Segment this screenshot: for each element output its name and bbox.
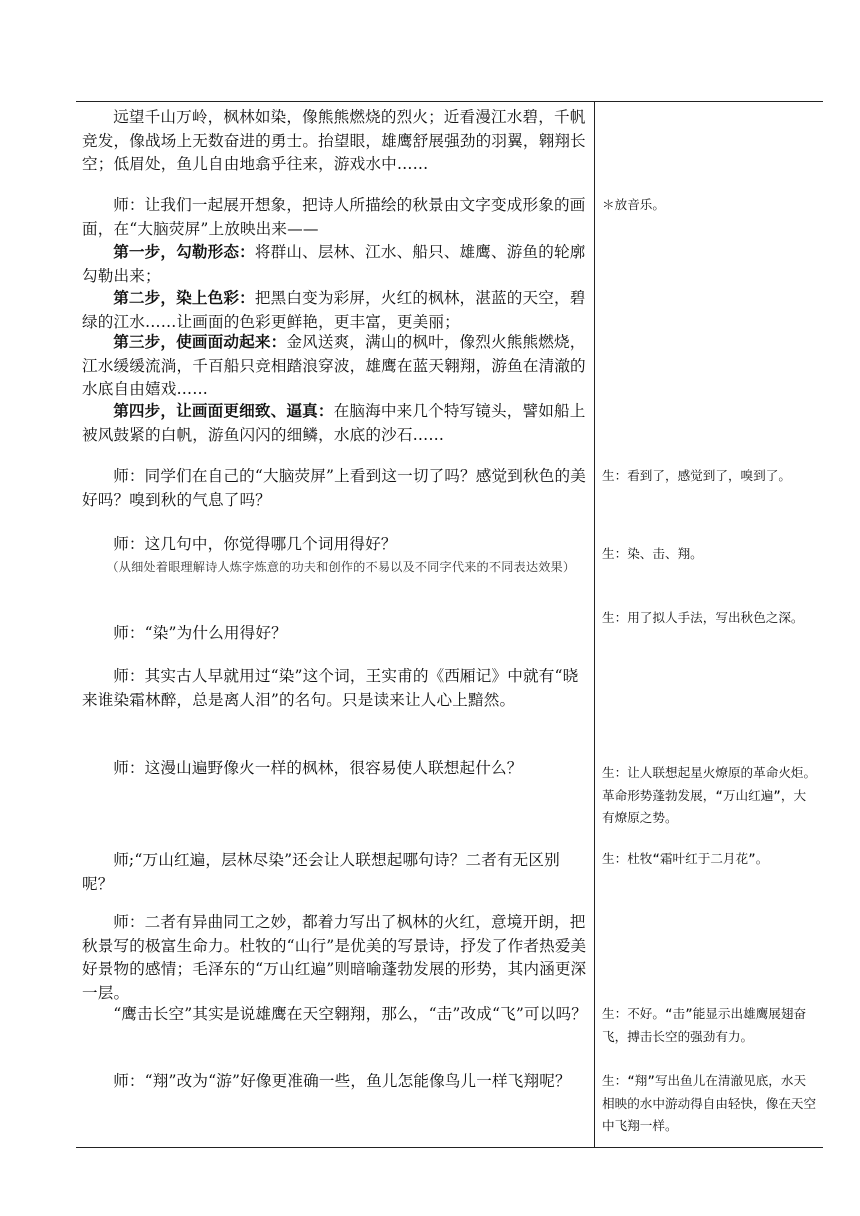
step-text: 金风送爽，满山的枫叶，像烈火熊熊燃烧，江水缓缓流淌，千百船只竞相踏浪穿波，雄鹰在蓝天翱翔，游鱼在清澈的水底自由嬉戏…… (82, 333, 586, 399)
column-divider (594, 101, 595, 1148)
paragraph-text: “鹰击长空”其实是说雄鹰在天空翱翔，那么，“击”改成“飞”可以吗？ (113, 1005, 588, 1023)
paragraph-text: 师：让我们一起展开想象，把诗人所描绘的秋景由文字变成形象的画面，在“大脑荧屏”上放映出来—— (82, 196, 586, 238)
paragraph-text: 师：这漫山遍野像火一样的枫林，很容易使人联想起什么？ (113, 759, 523, 777)
paragraph-text: 师：其实古人早就用过“染”这个词，王实甫的《西厢记》中就有“晓来谁染霜林醉，总是离人泪”的名句。只是读来让人心上黯然。 (82, 667, 579, 709)
paragraph-text: 师：“翔”改为“游”好像更准确一些，鱼儿怎能像鸟儿一样飞翔呢？ (113, 1072, 571, 1090)
paragraph-step-one (82, 240, 587, 288)
step-text: 在脑海中来几个特写镜头，譬如船上被风鼓紧的白帆，游鱼闪闪的细鳞，水底的沙石…… (82, 402, 586, 444)
paragraph-text: 师：同学们在自己的“大脑荧屏”上看到这一切了吗？感觉到秋色的美好吗？嗅到秋的气息了吗？ (82, 467, 587, 509)
step-lead: 第一步，勾勒形态： (113, 242, 255, 261)
student-answer-text: 生：染、击、翔。 (602, 546, 703, 561)
paragraph-teacher-question-6 (82, 1003, 587, 1027)
paragraph-text: 远望千山万岭，枫林如染，像熊熊燃烧的烈火；近看漫江水碧，千帆竞发，像战场上无数奋进的勇士。抬望眼，雄鹰舒展强劲的羽翼，翱翔长空；低眉处，鱼儿自由地翕乎往来，游戏水中…… (82, 108, 586, 174)
annotation-note: （从细处着眼理解诗人炼字炼意的功夫和创作的不易以及不同字代来的不同表达效果） (106, 559, 576, 574)
table-top-border (76, 101, 823, 102)
paragraph-teacher-explain-1 (82, 665, 587, 712)
paragraph-teacher-question-7 (82, 1070, 587, 1094)
step-text: 将群山、层林、江水、船只、雄鹰、游鱼的轮廓勾勒出来； (82, 243, 586, 285)
student-answer-text: 生：让人联想起星火燎原的革命火炬。革命形势蓬勃发展，“万山红遍”，大有燎原之势。 (602, 765, 817, 825)
student-answer-4 (602, 762, 818, 830)
paragraph-step-four (82, 399, 587, 447)
paragraph-step-two (82, 286, 587, 334)
step-paragraph (82, 399, 587, 447)
step-lead: 第三步，使画面动起来： (113, 332, 287, 351)
paragraph-teacher-explain-2 (82, 911, 587, 1005)
step-text: 把黑白变为彩屏，火红的枫林，湛蓝的天空，碧绿的江水……让画面的色彩更鲜艳，更丰富，更美丽； (82, 289, 586, 331)
student-answer-text: 生：用了拟人手法，写出秋色之深。 (602, 610, 804, 625)
student-answer-text: 生：“翔”写出鱼儿在清澈见底，水天相映的水中游动得自由轻快，像在天空中飞翔一样。 (602, 1073, 817, 1133)
student-answer-7 (602, 1070, 818, 1138)
student-answer-text: 生：看到了，感觉到了，嗅到了。 (602, 468, 791, 483)
student-answer-3 (602, 607, 818, 630)
paragraph-teacher-question-1 (82, 465, 587, 512)
paragraph-scene-description (82, 106, 587, 177)
paragraph-text: 师：二者有异曲同工之妙，都着力写出了枫林的火红，意境开朗，把秋景写的极富生命力。杜牧的“山行”是优美的写景诗，抒发了作者热爱美好景物的感情；毛泽东的“万山红遍”则暗喻蓬勃发展的形势，其内涵更深一层。 (82, 913, 587, 1002)
paragraph-text: 师：这几句中，你觉得哪几个词用得好？ (113, 535, 397, 553)
paragraph-teacher-imagine (82, 194, 587, 241)
side-note: ＊放音乐。 (602, 197, 665, 212)
step-paragraph (82, 286, 587, 334)
student-answer-1 (602, 465, 818, 488)
table-bottom-border (76, 1147, 823, 1148)
student-answer-6 (602, 1003, 818, 1048)
step-lead: 第四步，让画面更细致、逼真： (113, 401, 334, 420)
paragraph-teacher-question-2 (82, 533, 587, 577)
step-lead: 第二步，染上色彩： (113, 288, 255, 307)
paragraph-teacher-question-3 (82, 622, 587, 646)
paragraph-teacher-question-5 (82, 849, 587, 896)
step-paragraph (82, 240, 587, 288)
paragraph-text: 师;“万山红遍，层林尽染”还会让人联想起哪句诗？二者有无区别呢？ (82, 851, 560, 893)
step-paragraph (82, 330, 587, 402)
student-answer-2 (602, 543, 818, 566)
student-answer-text: 生：不好。“击”能显示出雄鹰展翅奋飞，搏击长空的强劲有力。 (602, 1006, 807, 1044)
student-answer-text: 生：杜牧“霜叶红于二月花”。 (602, 851, 769, 866)
paragraph-text: 师：“染”为什么用得好？ (113, 624, 287, 642)
paragraph-step-three (82, 330, 587, 402)
right-note-music (602, 194, 818, 217)
paragraph-teacher-question-4 (82, 757, 587, 781)
student-answer-5 (602, 848, 818, 871)
